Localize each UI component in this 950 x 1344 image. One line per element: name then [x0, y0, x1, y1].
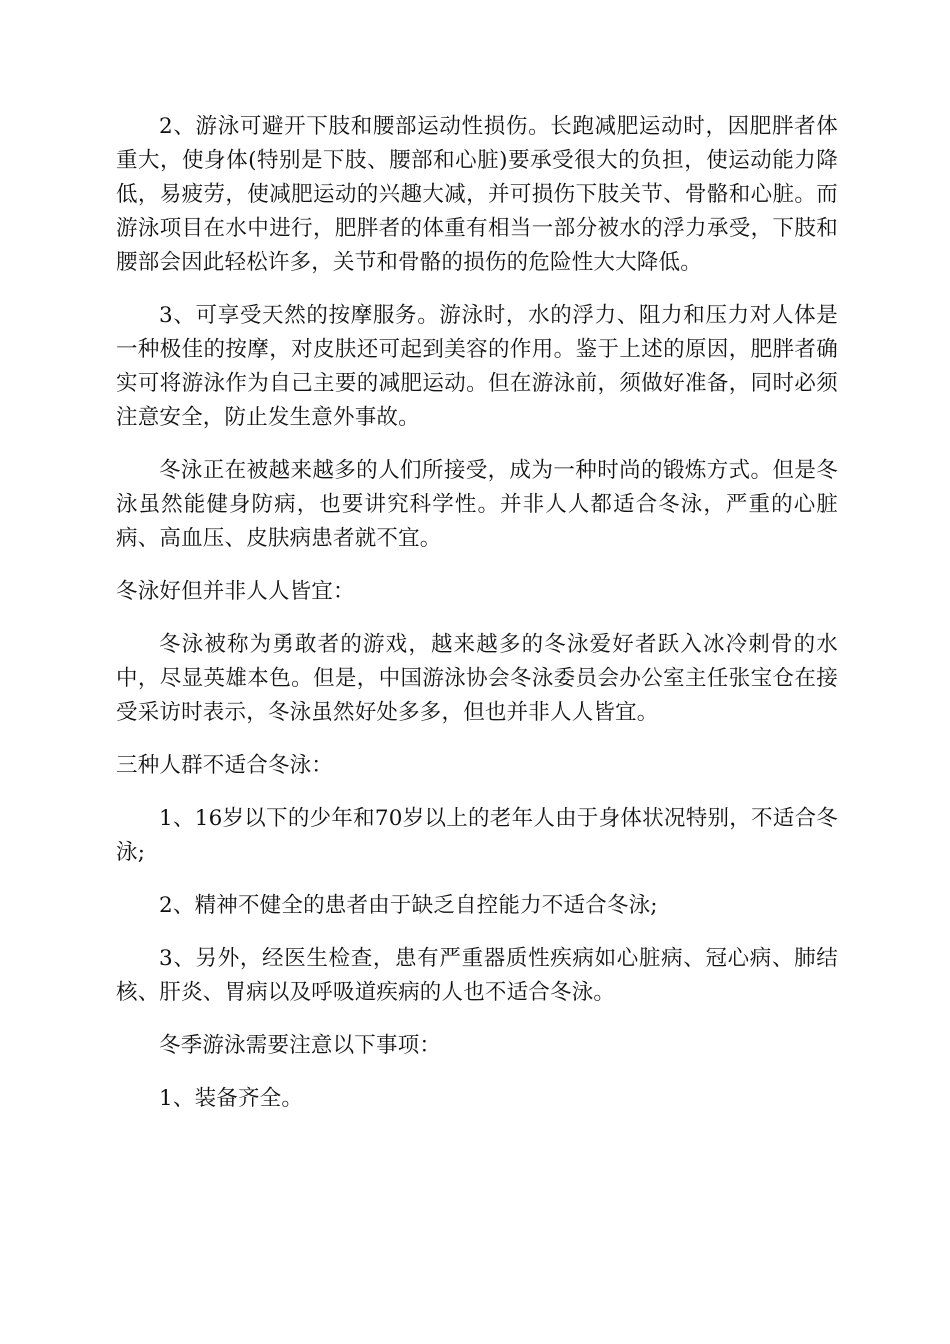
list-item-age: 1、16岁以下的少年和70岁以上的老年人由于身体状况特别，不适合冬泳; — [116, 806, 838, 865]
paragraph-swimming-injury: 2、游泳可避开下肢和腰部运动性损伤。长跑减肥运动时，因肥胖者体重大，使身体(特别是下肢、腰部和心脏)要承受很大的负担，使运动能力降低，易疲劳，使减肥运动的兴趣大减，并可损伤下肢关节、骨骼和心脏。而游泳项目在水中进行，肥胖者的体重有相当一部分被水的浮力承受，下肢和腰部会因此轻松许多，关节和骨骼的损伤的危险性大大降低。 — [116, 114, 838, 275]
heading-winter-notes: 冬季游泳需要注意以下事项： — [159, 1033, 442, 1058]
document-body — [116, 110, 838, 1135]
heading-three-groups: 三种人群不适合冬泳： — [116, 753, 334, 778]
paragraph-massage: 3、可享受天然的按摩服务。游泳时，水的浮力、阻力和压力对人体是一种极佳的按摩，对皮肤还可起到美容的作用。鉴于上述的原因，肥胖者确实可将游泳作为自己主要的减肥运动。但在游泳前，须做好准备，同时必须注意安全，防止发生意外事故。 — [116, 303, 838, 430]
list-item-disease: 3、另外，经医生检查，患有严重器质性疾病如心脏病、冠心病、肺结核、肝炎、胃病以及呼吸道疾病的人也不适合冬泳。 — [116, 946, 838, 1005]
paragraph-brave-game: 冬泳被称为勇敢者的游戏，越来越多的冬泳爱好者跃入冰冷刺骨的水中，尽显英雄本色。但是，中国游泳协会冬泳委员会办公室主任张宝仓在接受采访时表示，冬泳虽然好处多多，但也并非人人皆宜。 — [116, 632, 838, 725]
paragraph-winter-swimming-intro: 冬泳正在被越来越多的人们所接受，成为一种时尚的锻炼方式。但是冬泳虽然能健身防病，也要讲究科学性。并非人人都适合冬泳，严重的心脏病、高血压、皮肤病患者就不宜。 — [116, 458, 838, 551]
list-item-mental: 2、精神不健全的患者由于缺乏自控能力不适合冬泳; — [159, 893, 658, 918]
heading-not-for-everyone: 冬泳好但并非人人皆宜： — [116, 579, 355, 604]
list-item-equipment: 1、装备齐全。 — [159, 1086, 304, 1111]
